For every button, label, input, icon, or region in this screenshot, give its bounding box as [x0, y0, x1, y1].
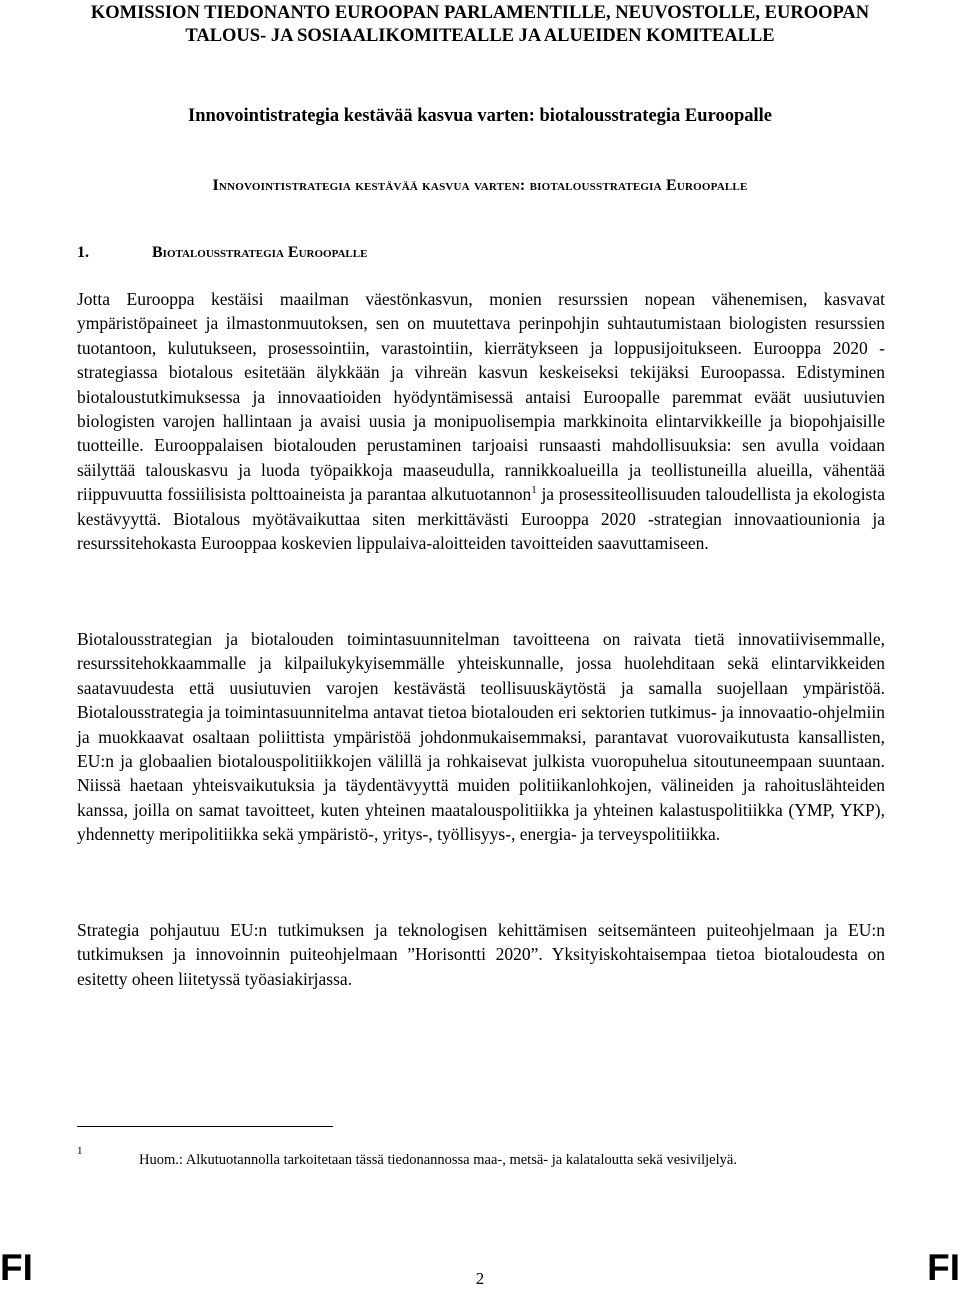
section-title: Biotalousstrategia Euroopalle	[152, 244, 368, 261]
paragraph-1-text-a: Jotta Eurooppa kestäisi maailman väestönkasvun, monien resurssien nopean vähenemisen, kasvavat ympäristöpaineet ja ilmastonmuutoksen, sen on muutettava perinpohjin suhtautumistaan biologisten resurssien tuotantoon, kulutukseen, prosessointiin, varastointiin, kierrätykseen ja loppusijoitukseen. Eurooppa 2020 -strategiassa biotalous esitetään älykkään ja vihreän kasvun keskeiseksi tekijäksi Euroopassa. Edistyminen biotaloustutkimuksessa ja innovaatioiden hyödyntämisessä antaisi Euroopalle paremmat eväät uusiutuvien biologisten varojen hallintaan ja avaisi uusia ja monipuolisempia markkinoita elintarvikkeille ja biopohjaisille tuotteille. Eurooppalaisen biotalouden perustaminen tarjoaisi runsaasti mahdollisuuksia: sen avulla voidaan säilyttää talouskasvu ja luoda työpaikkoja maaseudulla, rannikkoalueilla ja teollistuneilla alueilla, vähentää riippuvuutta fossiilisista polttoaineista ja parantaa alkutuotannon	[77, 289, 885, 505]
page-number: 2	[475, 1269, 485, 1288]
footnote-mark: 1	[77, 1145, 83, 1157]
caps-heading: Innovointistrategia kestävää kasvua varten: biotalousstrategia Euroopalle	[212, 177, 748, 194]
language-code-right: FI	[927, 1247, 960, 1288]
section-number: 1.	[77, 244, 89, 261]
footnote-divider	[77, 1126, 333, 1127]
paragraph-1	[77, 287, 885, 555]
footnote-reference[interactable]: 1	[531, 484, 537, 497]
paragraph-2: Biotalousstrategian ja biotalouden toimintasuunnitelman tavoitteena on raivata tietä innovatiivisemmalle, resurssitehokkaammalle ja kilpailukykyisemmälle yhteiskunnalle, jossa huolehditaan sekä elintarvikkeiden saatavuudesta että uusiutuvien varojen kestävästä teollisuuskäytöstä ja samalla suojellaan ympäristöä. Biotalousstrategia ja toimintasuunnitelma antavat tietoa biotalouden eri sektorien tutkimus- ja innovaatio-ohjelmiin ja muokkaavat osaltaan poliittista ympäristöä johdonmukaisemmaksi, parantavat vuorovaikutusta kansallisten, EU:n ja globaalien biotalouspolitiikkojen välillä ja rohkaisevat julkista vuoropuhelua sitoutuneempaan suuntaan. Niissä haetaan yhteisvaikutuksia ja täydentävyyttä muiden politiikanlohkojen, välineiden ja rahoituslähteiden kanssa, joilla on samat tavoitteet, kuten yhteinen maatalouspolitiikka ja yhteinen kalastuspolitiikka (YMP, YKP), yhdennetty meripolitiikka sekä ympäristö-, yritys-, työllisyys-, energia- ja terveyspolitiikka.	[77, 629, 885, 845]
section-heading	[77, 242, 367, 264]
paragraph-1-text-b: ja prosessiteollisuuden taloudellista ja ekologista kestävyyttä. Biotalous myötävaikuttaa siten merkittävästi Eurooppa 2020 -strategian innovaatiounionia ja resurssitehokasta Eurooppaa koskevien lippulaiva-aloitteiden tavoitteiden saavuttamiseen.	[77, 484, 885, 554]
document-title: KOMISSION TIEDONANTO EUROOPAN PARLAMENTILLE, NEUVOSTOLLE, EUROOPAN TALOUS- JA SOSIAALIKOMITEALLE JA ALUEIDEN KOMITEALLE	[90, 3, 870, 46]
language-code-left: FI	[0, 1247, 33, 1288]
paragraph-3: Strategia pohjautuu EU:n tutkimuksen ja teknologisen kehittämisen seitsemänteen puiteohjelmaan ja EU:n tutkimuksen ja innovoinnin puiteohjelmaan ”Horisontti 2020”. Yksityiskohtaisempaa tietoa biotaloudesta on esitetty oheen liitetyssä työasiakirjassa.	[77, 920, 885, 989]
document-subtitle: Innovointistrategia kestävää kasvua varten: biotalousstrategia Euroopalle	[188, 106, 772, 126]
footnote-text: Huom.: Alkutuotannolla tarkoitetaan tässä tiedonannossa maa-, metsä- ja kalataloutta sekä vesiviljelyä.	[139, 1152, 737, 1168]
